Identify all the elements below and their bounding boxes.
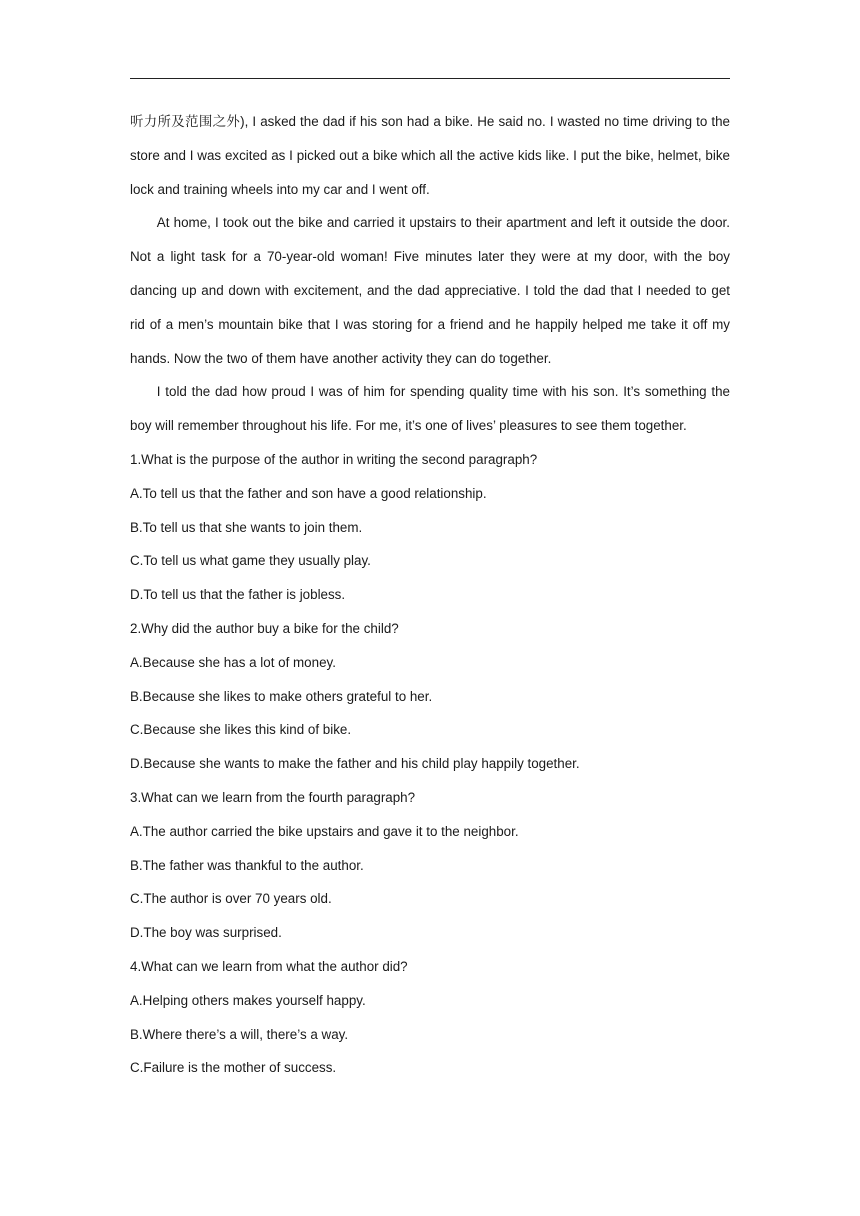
question-2-option-a: A.Because she has a lot of money. xyxy=(130,654,336,670)
question-1-option-a: A.To tell us that the father and son have a good relationship. xyxy=(130,485,487,501)
question-4-option-b: B.Where there’s a will, there’s a way. xyxy=(130,1026,349,1042)
question-3-option-b: B.The father was thankful to the author. xyxy=(130,857,364,873)
question-3-option-d: D.The boy was surprised. xyxy=(130,925,282,941)
question-4-option-c: C.Failure is the mother of success. xyxy=(130,1060,337,1076)
question-3-option-c: C.The author is over 70 years old. xyxy=(130,891,332,907)
question-2-option-d: D.Because she wants to make the father and his child play happily together. xyxy=(130,756,580,772)
paragraph-1: 听力所及范围之外), I asked the dad if his son had a bike. He said no. I wasted no time driving to the store and I was excited as I picked out a bike which all the active kids like. I put the bike, helmet, bike lock and training wheels into my car and I went off. xyxy=(130,114,730,197)
question-4: 4.What can we learn from what the author did? xyxy=(130,958,408,974)
question-2-option-b: B.Because she likes to make others grateful to her. xyxy=(130,688,433,704)
question-2-option-c: C.Because she likes this kind of bike. xyxy=(130,722,352,738)
question-1: 1.What is the purpose of the author in writing the second paragraph? xyxy=(130,451,538,467)
header-rule xyxy=(130,78,730,79)
question-3-option-a: A.The author carried the bike upstairs and gave it to the neighbor. xyxy=(130,823,519,839)
question-4-option-a: A.Helping others makes yourself happy. xyxy=(130,992,366,1008)
document-body xyxy=(130,105,730,1085)
question-1-option-b: B.To tell us that she wants to join them. xyxy=(130,519,363,535)
paragraph-3: I told the dad how proud I was of him for spending quality time with his son. It’s something the boy will remember throughout his life. For me, it’s one of lives’ pleasures to see them together. xyxy=(130,384,730,434)
question-3: 3.What can we learn from the fourth paragraph? xyxy=(130,789,416,805)
question-1-option-c: C.To tell us what game they usually play. xyxy=(130,553,371,569)
question-2: 2.Why did the author buy a bike for the child? xyxy=(130,620,399,636)
question-1-option-d: D.To tell us that the father is jobless. xyxy=(130,587,346,603)
paragraph-2: At home, I took out the bike and carried it upstairs to their apartment and left it outside the door. Not a light task for a 70-year-old woman! Five minutes later they were at my door, with the boy dancing up and down with excitement, and the dad appreciative. I told the dad that I needed to get rid of a men’s mountain bike that I was storing for a friend and he happily helped me take it off my hands. Now the two of them have another activity they can do together. xyxy=(130,215,730,366)
